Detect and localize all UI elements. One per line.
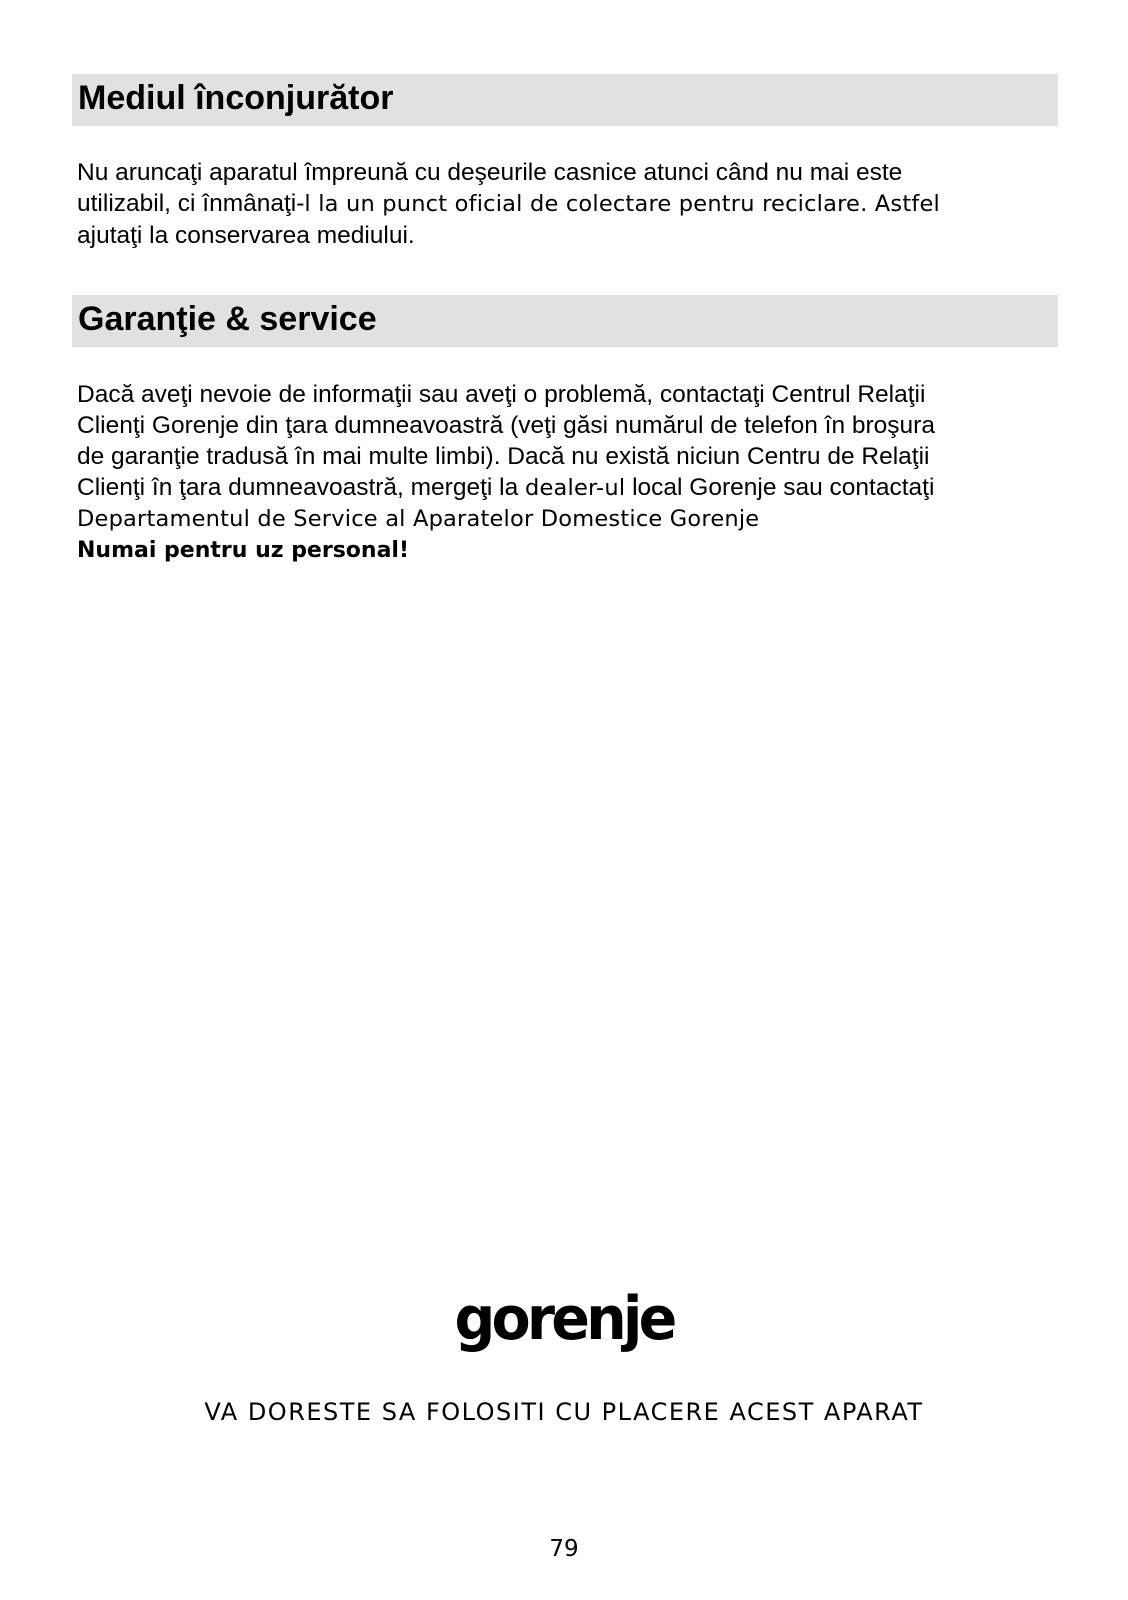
paragraph-line: ajutaţi la conservarea mediului. — [77, 222, 415, 249]
paragraph-line: Clienţi în ţara dumneavoastră, mergeţi la dealer-ul local Gorenje sau contactaţi — [77, 474, 935, 501]
paragraph-line: Departamentul de Service al Aparatelor Domestice Gorenje — [77, 506, 760, 532]
warranty-paragraph — [77, 379, 1057, 566]
page-number: 79 — [549, 1536, 579, 1562]
paragraph-line: utilizabil, ci înmânaţi-l la un punct oficial de colectare pentru reciclare. Astfel — [77, 190, 940, 217]
paragraph-line: Nu aruncaţi aparatul împreună cu deşeurile casnice atunci când nu mai este — [77, 159, 903, 186]
section-heading-environment: Mediul înconjurător — [72, 74, 1058, 126]
personal-use-note: Numai pentru uz personal! — [77, 538, 409, 563]
environment-paragraph — [77, 157, 1057, 251]
slogan: VA DORESTE SA FOLOSITI CU PLACERE ACEST APARAT — [204, 1398, 924, 1426]
paragraph-line: Dacă aveţi nevoie de informaţii sau aveţi o problemă, contactaţi Centrul Relaţii — [77, 381, 926, 408]
paragraph-line: Clienţi Gorenje din ţara dumneavoastră (veţi găsi numărul de telefon în broşura — [77, 412, 935, 439]
gorenje-logo: gorenje — [454, 1284, 674, 1354]
paragraph-line: de garanţie tradusă în mai multe limbi). Dacă nu există niciun Centru de Relaţii — [77, 443, 930, 470]
section-heading-warranty: Garanţie & service — [72, 295, 1058, 347]
